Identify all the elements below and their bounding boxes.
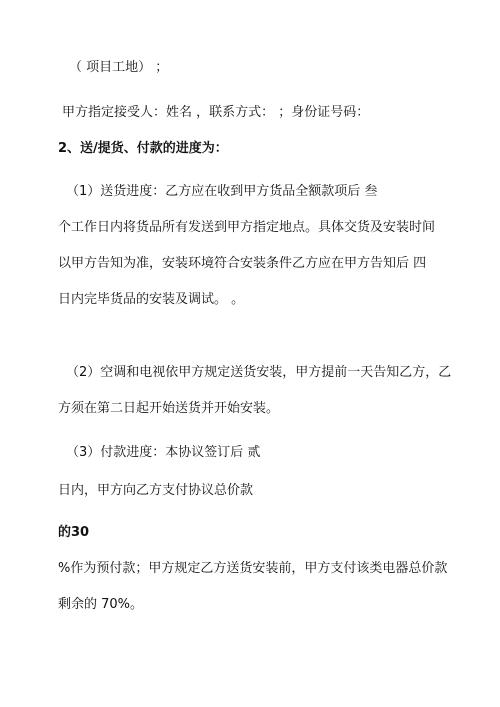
delivery-schedule-line-1: （1）送货进度：乙方应在收到甲方货品全额款项后 叁 bbox=[66, 184, 378, 199]
installation-line-2: 方须在第二日起开始送货并开始安装。 bbox=[58, 401, 280, 416]
delivery-schedule-line-4: 日内完毕货品的安装及调试。 。 bbox=[58, 292, 245, 307]
payment-schedule-line-1: （3）付款进度：本协议签订后 贰 bbox=[66, 445, 261, 460]
installation-line-1: （2）空调和电视依甲方规定送货安装，甲方提前一天告知乙方，乙 bbox=[66, 365, 452, 380]
project-site-line: （ 项目工地） ； bbox=[69, 60, 169, 75]
delivery-schedule-line-3: 以甲方告知为准，安装环境符合安装条件乙方应在甲方告知后 四 bbox=[58, 256, 427, 271]
payment-schedule-line-3: %作为预付款；甲方规定乙方送货安装前，甲方支付该类电器总价款 bbox=[58, 561, 448, 576]
payment-schedule-line-4: 剩余的 70%。 bbox=[58, 597, 144, 612]
delivery-schedule-line-2: 个工作日内将货品所有发送到甲方指定地点。具体交货及安装时间 bbox=[58, 220, 436, 235]
payment-schedule-line-2: 日内，甲方向乙方支付协议总价款 bbox=[58, 483, 254, 498]
payment-percent-line: 的30 bbox=[58, 525, 90, 540]
section-heading: 2、送/提货、付款的进度为： bbox=[58, 141, 228, 156]
receiver-info-line: 甲方指定接受人：姓名 ，联系方式： ；身份证号码： bbox=[62, 105, 370, 120]
